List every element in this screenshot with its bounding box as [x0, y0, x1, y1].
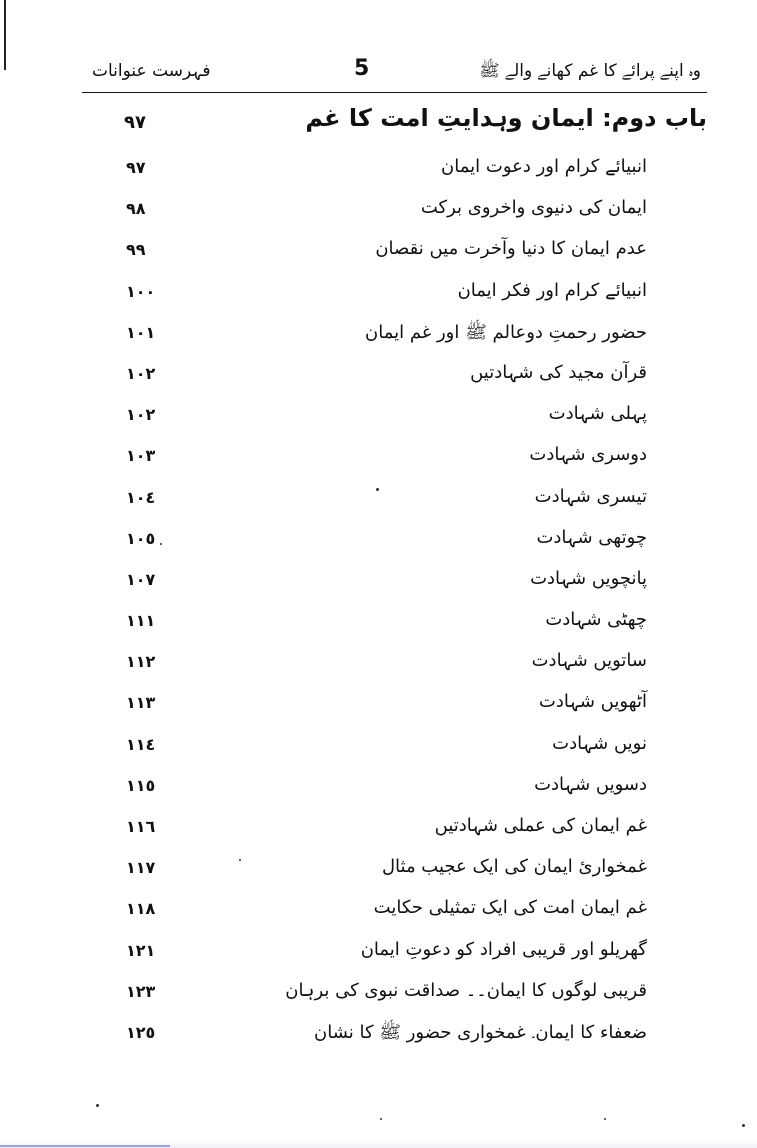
toc-entry-title: دوسری شہادت — [529, 444, 647, 466]
toc-entry-title: غمخواریٔ ایمان کی ایک عجیب مثال — [381, 856, 647, 878]
toc-entry-title: چھٹی شہادت — [545, 609, 647, 631]
toc-row — [100, 891, 707, 932]
chapter-page-number: ٩٧ — [124, 112, 146, 133]
scan-speck — [239, 859, 241, 861]
toc-entry-page: ٩٩ — [126, 240, 146, 260]
toc-row — [100, 480, 707, 521]
toc-entry-page: ١١٣ — [126, 693, 156, 713]
scan-edge-mark — [4, 0, 6, 70]
toc-entry-page: ١٠١ — [126, 322, 156, 342]
toc-entry-title: تیسری شہادت — [534, 485, 647, 507]
toc-entry-title: انبیائے کرام اور دعوت ایمان — [441, 156, 647, 177]
scan-speck — [376, 488, 379, 491]
scan-bottom-line — [0, 1145, 170, 1147]
scan-speck — [380, 1118, 382, 1120]
toc-entry-title: عدم ایمان کا دنیا وآخرت میں نقصان — [375, 238, 647, 260]
toc-row — [100, 315, 707, 356]
toc-row — [100, 191, 707, 232]
scan-speck — [160, 543, 162, 545]
table-of-contents — [100, 150, 707, 1056]
toc-entry-title: حضور رحمتِ دوعالم ﷺ اور غم ایمان — [365, 321, 647, 343]
toc-entry-page: ١٠٢ — [126, 363, 156, 383]
toc-entry-title: پانچویں شہادت — [530, 567, 647, 589]
toc-row — [100, 1015, 707, 1056]
toc-row — [100, 685, 707, 726]
scan-speck — [604, 1118, 606, 1120]
toc-row — [100, 603, 707, 644]
toc-row — [100, 562, 707, 603]
header-book-title: وہ اپنے پرائے کا غم کھانے والے ﷺ — [479, 61, 701, 81]
toc-entry-page: ١١٢ — [126, 652, 156, 672]
running-header — [82, 56, 701, 90]
toc-entry-page: ٩٨ — [126, 199, 146, 219]
toc-entry-title: آٹھویں شہادت — [538, 691, 647, 713]
toc-entry-page: ١٠٥ — [126, 528, 156, 548]
toc-row — [100, 232, 707, 273]
toc-entry-title: گھریلو اور قریبی افراد کو دعوتِ ایمان — [360, 938, 647, 960]
toc-row — [100, 974, 707, 1015]
toc-entry-title: ساتویں شہادت — [531, 650, 647, 672]
page-number: 5 — [354, 56, 370, 81]
toc-row — [100, 150, 707, 191]
scan-speck — [96, 1104, 99, 1107]
toc-row — [100, 438, 707, 479]
toc-entry-page: ١١٧ — [126, 858, 156, 878]
chapter-title: باب دوم: ایمان وہدایتِ امت کا غم — [305, 104, 707, 132]
toc-row — [100, 727, 707, 768]
scan-speck — [742, 1124, 745, 1127]
toc-row — [100, 644, 707, 685]
toc-entry-page: ١٠٧ — [126, 569, 156, 589]
toc-entry-page: ١١٥ — [126, 775, 156, 795]
toc-entry-page: ١١٦ — [126, 817, 156, 836]
toc-entry-title: غم ایمان کی عملی شہادتیں — [434, 815, 647, 836]
toc-entry-page: ١٢١ — [126, 940, 156, 960]
header-rule — [82, 92, 707, 93]
chapter-heading — [100, 104, 707, 144]
toc-entry-title: چوتھی شہادت — [536, 526, 647, 548]
toc-row — [100, 768, 707, 809]
toc-entry-page: ١٠٤ — [126, 487, 156, 507]
toc-entry-page: ٩٧ — [126, 158, 146, 177]
toc-row — [100, 274, 707, 315]
toc-entry-page: ١٢٣ — [126, 981, 156, 1001]
toc-entry-title: ضعفاء کا ایمان۔ غمخواری حضور ﷺ کا نشان — [313, 1021, 647, 1043]
toc-row — [100, 850, 707, 891]
toc-entry-title: انبیائے کرام اور فکر ایمان — [457, 279, 647, 301]
toc-entry-title: دسویں شہادت — [534, 773, 647, 795]
toc-entry-page: ١١٨ — [126, 899, 156, 919]
toc-entry-page: ١١٤ — [126, 734, 156, 754]
toc-row — [100, 933, 707, 974]
toc-entry-title: قرآن مجید کی شہادتیں — [470, 361, 647, 383]
toc-entry-page: ١٠٣ — [126, 446, 156, 466]
toc-entry-page: ١٠٢ — [126, 405, 156, 425]
toc-entry-page: ١٠٠ — [126, 281, 156, 301]
toc-entry-page: ١٢٥ — [126, 1022, 156, 1042]
toc-row — [100, 809, 707, 850]
header-section-title: فہرست عنوانات — [92, 61, 211, 81]
toc-row — [100, 521, 707, 562]
toc-entry-title: غم ایمان امت کی ایک تمثیلی حکایت — [373, 897, 647, 919]
toc-entry-page: ١١١ — [126, 611, 156, 631]
toc-entry-title: نویں شہادت — [552, 732, 647, 754]
toc-entry-title: ایمان کی دنیوی واخروی برکت — [420, 197, 647, 219]
toc-entry-title: پہلی شہادت — [548, 403, 647, 425]
toc-entry-title: قریبی لوگوں کا ایمان۔۔ صداقت نبوی کی برہان — [285, 979, 647, 1001]
toc-row — [100, 356, 707, 397]
toc-row — [100, 397, 707, 438]
